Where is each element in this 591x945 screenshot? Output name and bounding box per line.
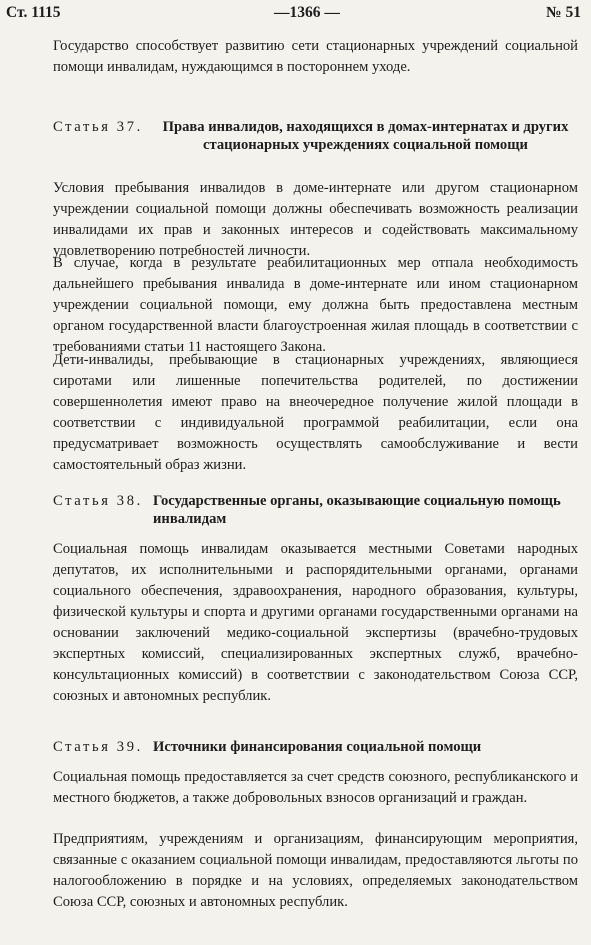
page-header [6, 4, 581, 26]
article-37-paragraph-2: В случае, когда в результате реабилитационных мер отпала необходимость дальнейшего пребывания инвалида в доме-интернате или ином стационарном учреждении социальной помощи, ему должна быть предоставлена местным органом государственной власти благоустроенная жилая площадь в соответствии с требованиями статьи 11 настоящего Закона. [53, 255, 578, 355]
header-article-ref: Ст. 1115 [6, 4, 61, 21]
article-38-title: Государственные органы, оказывающие социальную помощь инвалидам [153, 493, 561, 527]
article-39-heading [53, 738, 578, 758]
article-37-label: Статья 37. [53, 119, 143, 135]
article-39-label: Статья 39. [53, 739, 143, 755]
article-37-paragraph-1: Условия пребывания инвалидов в доме-интернате или другом стационарном учреждении социальной помощи должны обеспечивать возможность реализации инвалидами их прав и законных интересов и содействовать максимальному удовлетворению потребностей личности. [53, 180, 578, 259]
article-38-label: Статья 38. [53, 493, 143, 509]
header-page-number: —1366 — [274, 4, 340, 21]
article-37-title: Права инвалидов, находящихся в домах-интернатах и других стационарных учреждениях социальной помощи [162, 119, 569, 153]
article-38-heading [53, 492, 578, 528]
article-37-paragraph-3: Дети-инвалиды, пребывающие в стационарных учреждениях, являющиеся сиротами или лишенные попечительства родителей, по достижении совершеннолетия имеют право на внеочередное получение жилой площади в соответствии с индивидуальной программой реабилитации, если она предусматривает возможность осуществлять самообслуживание и вести самостоятельный образ жизни. [53, 352, 578, 473]
article-39-paragraph-1: Социальная помощь предоставляется за счет средств союзного, республиканского и местного бюджетов, а также добровольных взносов организаций и граждан. [53, 769, 578, 806]
article-39-title: Источники финансирования социальной помощи [153, 739, 482, 755]
header-issue-number: № 51 [546, 4, 581, 21]
article-37-heading [53, 118, 578, 172]
article-39-paragraph-2: Предприятиям, учреждениям и организациям, финансирующим мероприятия, связанные с оказанием социальной помощи инвалидам, предоставляются льготы по налогообложению в порядке и на условиях, определяемых законодательством Союза ССР, союзных и автономных республик. [53, 831, 578, 910]
article-38-paragraph-1: Социальная помощь инвалидам оказывается местными Советами народных депутатов, их исполнительными и распорядительными органами, органами социального обеспечения, здравоохранения, народного образования, культуры, физической культуры и спорта и другими органами государственными органами на основании заключений медико-социальной экспертизы (врачебно-трудовых экспертных комиссий, специализированных экспертных служб, врачебно-консультационных комиссий) в соответствии с законодательством Союза ССР, союзных и автономных республик. [53, 541, 578, 704]
intro-paragraph: Государство способствует развитию сети стационарных учреждений социальной помощи инвалидам, нуждающимся в постороннем уходе. [53, 38, 578, 75]
